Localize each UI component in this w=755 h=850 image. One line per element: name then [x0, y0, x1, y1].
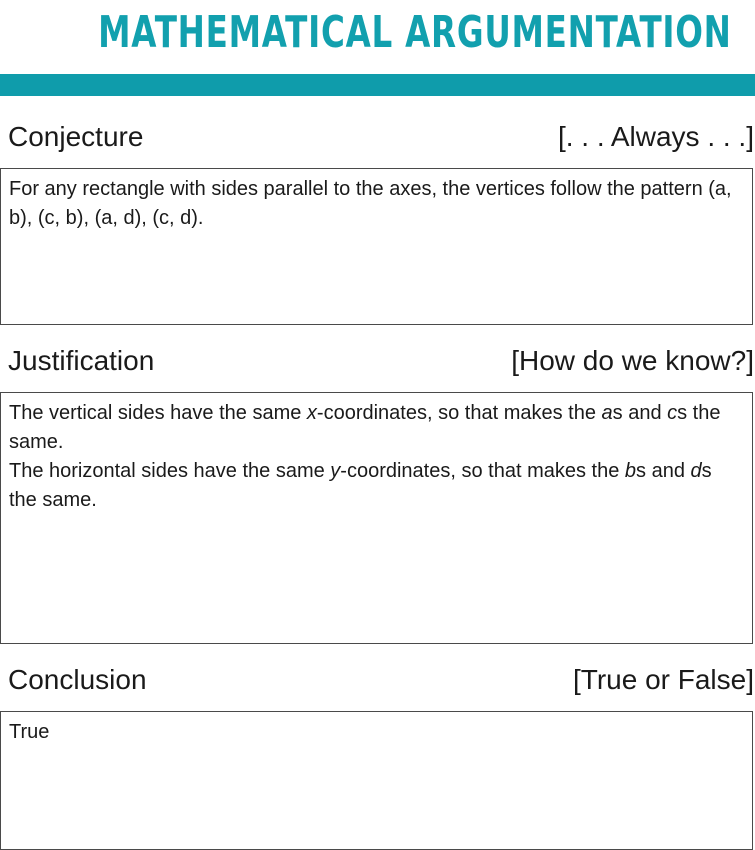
conclusion-hint: [True or False]: [572, 664, 754, 695]
conjecture-hint: [. . . Always . . .]: [557, 121, 754, 152]
conclusion-label: Conclusion: [8, 664, 147, 695]
justification-label: Justification: [8, 345, 155, 376]
justification-box[interactable]: [0, 392, 753, 644]
conclusion-header: [8, 660, 754, 700]
justification-line-1: The vertical sides have the same x-coordinates, so that makes the as and cs the same.: [9, 402, 721, 453]
page-title: MATHEMATICAL ARGUMENTATION: [98, 7, 732, 58]
conclusion-box[interactable]: [0, 711, 753, 850]
justification-hint: [How do we know?]: [511, 345, 754, 376]
conjecture-box[interactable]: [0, 168, 753, 325]
conjecture-label: Conjecture: [8, 121, 144, 152]
justification-header: [8, 341, 754, 381]
justification-line-2: The horizontal sides have the same y-coordinates, so that makes the bs and ds the same.: [9, 460, 712, 511]
conclusion-text: True: [9, 721, 50, 743]
title-underline-bar: [0, 74, 755, 96]
conjecture-text: For any rectangle with sides parallel to the axes, the vertices follow the pattern (a, b), (c, b), (a, d), (c, d).: [9, 178, 732, 229]
conjecture-header: [8, 117, 754, 157]
